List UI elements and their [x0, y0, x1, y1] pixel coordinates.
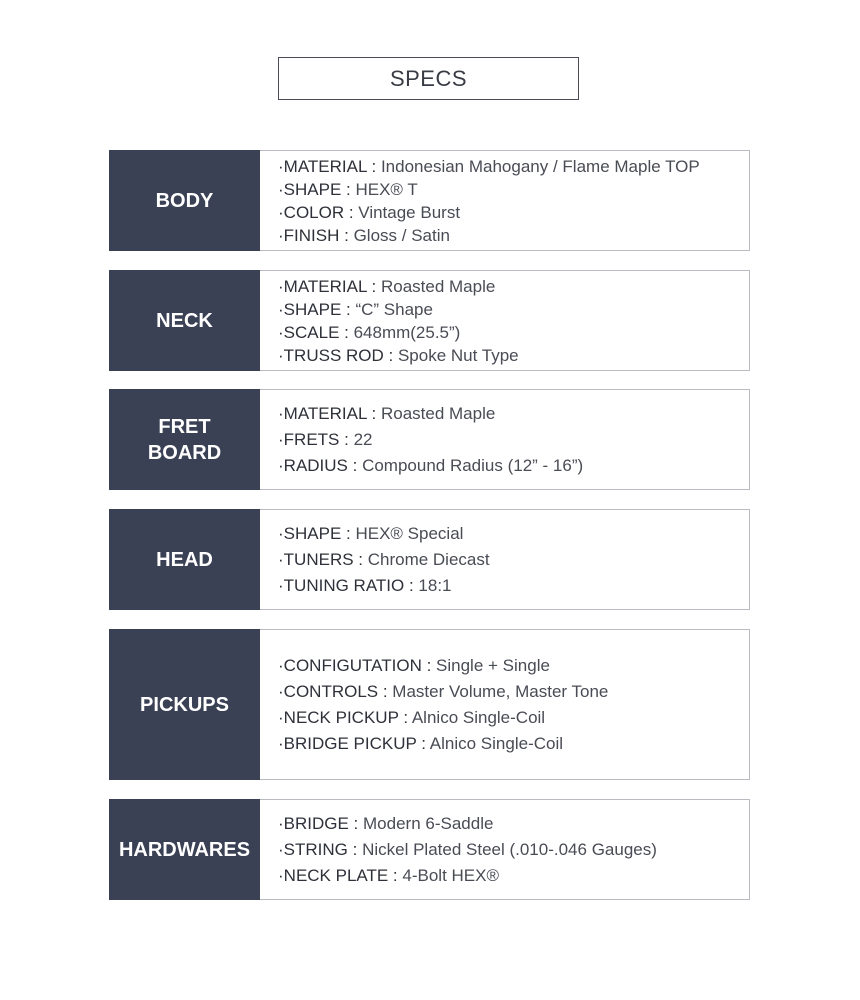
spec-key: ·FINISH : — [278, 225, 349, 245]
spec-value: 648mm(25.5”) — [348, 322, 461, 342]
spec-value: HEX® T — [350, 179, 418, 199]
spec-value: 4-Bolt HEX® — [397, 865, 499, 885]
spec-item — [278, 863, 749, 889]
spec-item — [278, 275, 749, 298]
spec-key: ·SHAPE : — [278, 299, 351, 319]
spec-value: Alnico Single-Coil — [426, 733, 564, 753]
spec-value: Chrome Diecast — [363, 549, 490, 569]
spec-key: ·FRETS : — [278, 429, 349, 449]
spec-item — [278, 453, 749, 479]
spec-item — [278, 155, 749, 178]
spec-list — [260, 800, 749, 899]
section-heading — [109, 629, 260, 780]
spec-key: ·TUNING RATIO : — [278, 575, 414, 595]
section-heading — [109, 509, 260, 610]
section-heading-line: HEAD — [156, 548, 213, 571]
spec-item — [278, 427, 749, 453]
spec-key: ·TRUSS ROD : — [278, 345, 394, 365]
spec-list — [260, 151, 749, 250]
spec-key: ·NECK PICKUP : — [278, 707, 409, 727]
spec-key: ·SCALE : — [278, 322, 349, 342]
spec-value: Roasted Maple — [376, 276, 496, 296]
specs-title: SPECS — [278, 57, 579, 100]
spec-list — [260, 510, 749, 609]
spec-value: Gloss / Satin — [348, 225, 450, 245]
spec-section-pickups — [109, 629, 750, 780]
section-heading — [109, 270, 260, 371]
spec-list — [260, 390, 749, 489]
section-heading-line: BOARD — [147, 441, 222, 464]
spec-section-fret-board — [109, 389, 750, 490]
section-heading-line: FRET — [158, 415, 211, 438]
spec-key: ·BRIDGE PICKUP : — [278, 733, 426, 753]
spec-item — [278, 521, 749, 547]
spec-key: ·CONFIGUTATION : — [278, 655, 432, 675]
spec-section-neck — [109, 270, 750, 371]
section-heading-line: PICKUPS — [140, 693, 229, 716]
spec-item — [278, 401, 749, 427]
spec-item — [278, 547, 749, 573]
spec-value: 18:1 — [413, 575, 452, 595]
spec-key: ·STRING : — [278, 839, 358, 859]
spec-item — [278, 731, 749, 757]
spec-item — [278, 298, 749, 321]
section-heading — [109, 799, 260, 900]
spec-value: Modern 6-Saddle — [358, 813, 494, 833]
spec-item — [278, 178, 749, 201]
spec-list — [260, 630, 749, 779]
spec-list — [260, 271, 749, 370]
spec-key: ·SHAPE : — [278, 179, 351, 199]
section-heading — [109, 389, 260, 490]
spec-item — [278, 573, 749, 599]
spec-item — [278, 201, 749, 224]
spec-value: HEX® Special — [350, 523, 464, 543]
spec-key: ·CONTROLS : — [278, 681, 388, 701]
spec-key: ·TUNERS : — [278, 549, 363, 569]
spec-item — [278, 224, 749, 247]
spec-key: ·NECK PLATE : — [278, 865, 398, 885]
spec-item — [278, 653, 749, 679]
spec-key: ·MATERIAL : — [278, 276, 377, 296]
section-heading-line: NECK — [156, 309, 213, 332]
spec-item — [278, 705, 749, 731]
spec-value: Vintage Burst — [353, 202, 461, 222]
spec-value: Compound Radius (12” - 16”) — [357, 455, 584, 475]
spec-value: Indonesian Mahogany / Flame Maple TOP — [376, 156, 700, 176]
spec-value: 22 — [348, 429, 373, 449]
spec-key: ·MATERIAL : — [278, 156, 377, 176]
spec-value: Single + Single — [431, 655, 550, 675]
spec-section-body — [109, 150, 750, 251]
section-heading-line: BODY — [155, 189, 214, 212]
spec-item — [278, 344, 749, 367]
spec-item — [278, 679, 749, 705]
spec-value: Roasted Maple — [376, 403, 496, 423]
spec-item — [278, 321, 749, 344]
spec-key: ·BRIDGE : — [278, 813, 359, 833]
spec-section-head — [109, 509, 750, 610]
spec-value: Alnico Single-Coil — [408, 707, 546, 727]
spec-key: ·SHAPE : — [278, 523, 351, 543]
spec-item — [278, 837, 749, 863]
spec-key: ·RADIUS : — [278, 455, 358, 475]
spec-value: Master Volume, Master Tone — [387, 681, 609, 701]
spec-value: “C” Shape — [350, 299, 433, 319]
spec-value: Nickel Plated Steel (.010-.046 Gauges) — [357, 839, 657, 859]
spec-key: ·COLOR : — [278, 202, 354, 222]
spec-section-hardwares — [109, 799, 750, 900]
spec-value: Spoke Nut Type — [393, 345, 519, 365]
section-heading-line: HARDWARES — [118, 838, 251, 861]
spec-item — [278, 811, 749, 837]
spec-key: ·MATERIAL : — [278, 403, 377, 423]
section-heading — [109, 150, 260, 251]
